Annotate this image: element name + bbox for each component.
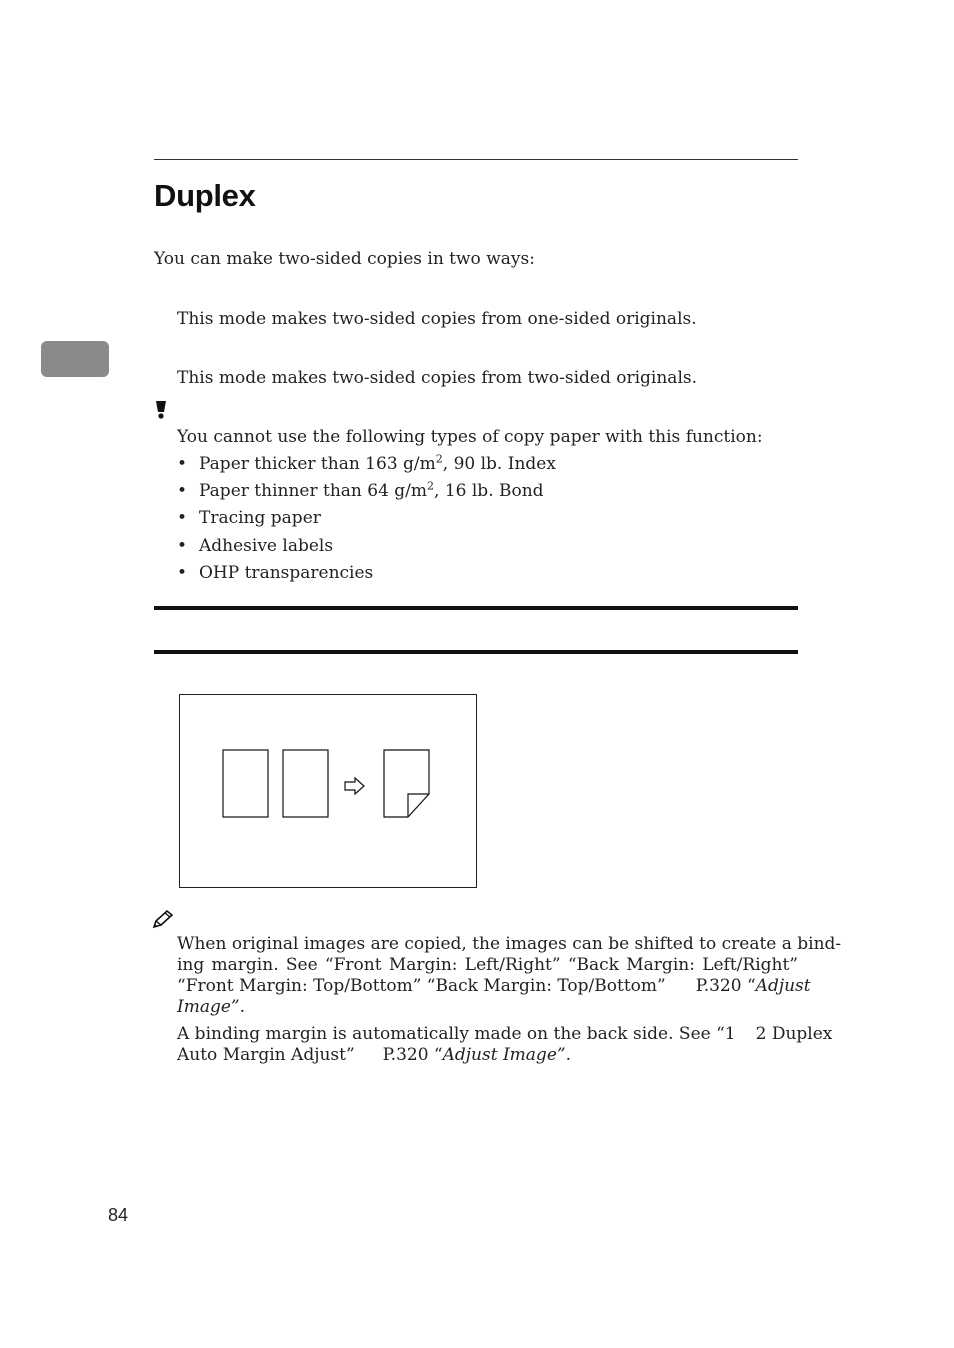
intro-text: You can make two-sided copies in two ways: <box>154 249 535 269</box>
note-line: Image”. <box>177 997 246 1017</box>
mode1-description: This mode makes two-sided copies from one-sided originals. <box>177 309 697 329</box>
list-item: Paper thicker than 163 $g/m^2$, 90 lb. Index <box>199 452 556 474</box>
duplex-diagram <box>180 695 476 887</box>
arrow-icon <box>345 778 364 794</box>
list-item: Tracing paper <box>199 508 321 528</box>
note-line: A binding margin is automatically made on the back side. See “1 2 Duplex <box>177 1024 833 1044</box>
note-line: “Front Margin: Top/Bottom” “Back Margin: Top/Bottom” P.320 “Adjust <box>177 976 811 996</box>
limitation-lead: You cannot use the following types of copy paper with this function: <box>177 427 763 447</box>
page-title: Duplex <box>154 178 256 213</box>
list-item: Paper thinner than 64 $g/m^2$, 16 lb. Bond <box>199 479 544 501</box>
bullet: • <box>177 481 188 501</box>
duplex-illustration <box>179 694 477 888</box>
bullet: • <box>177 508 188 528</box>
bullet: • <box>177 454 188 474</box>
note-paragraph-1 <box>177 934 842 1018</box>
original-page-2 <box>283 750 328 817</box>
duplex-copy-page <box>384 750 429 817</box>
section-rule-top <box>154 606 798 610</box>
list-item: Adhesive labels <box>199 536 334 556</box>
limitation-icon <box>153 400 169 420</box>
note-paragraph-2 <box>177 1024 833 1066</box>
original-page-1 <box>223 750 268 817</box>
list-item: OHP transparencies <box>199 563 374 583</box>
bullet: • <box>177 536 188 556</box>
header-rule <box>154 159 798 160</box>
mode2-description: This mode makes two-sided copies from two-sided originals. <box>177 368 698 388</box>
note-line: Auto Margin Adjust” P.320 “Adjust Image”. <box>177 1045 571 1065</box>
page-number: 84 <box>108 1205 129 1225</box>
note-line: When original images are copied, the images can be shifted to create a bind- <box>177 934 842 954</box>
section-rule-bottom <box>154 650 798 654</box>
pencil-note-icon <box>152 909 174 929</box>
chapter-tab <box>41 341 109 377</box>
note-line: ing margin. See “Front Margin: Left/Right” “Back Margin: Left/Right” <box>177 955 798 975</box>
bullet: • <box>177 563 188 583</box>
